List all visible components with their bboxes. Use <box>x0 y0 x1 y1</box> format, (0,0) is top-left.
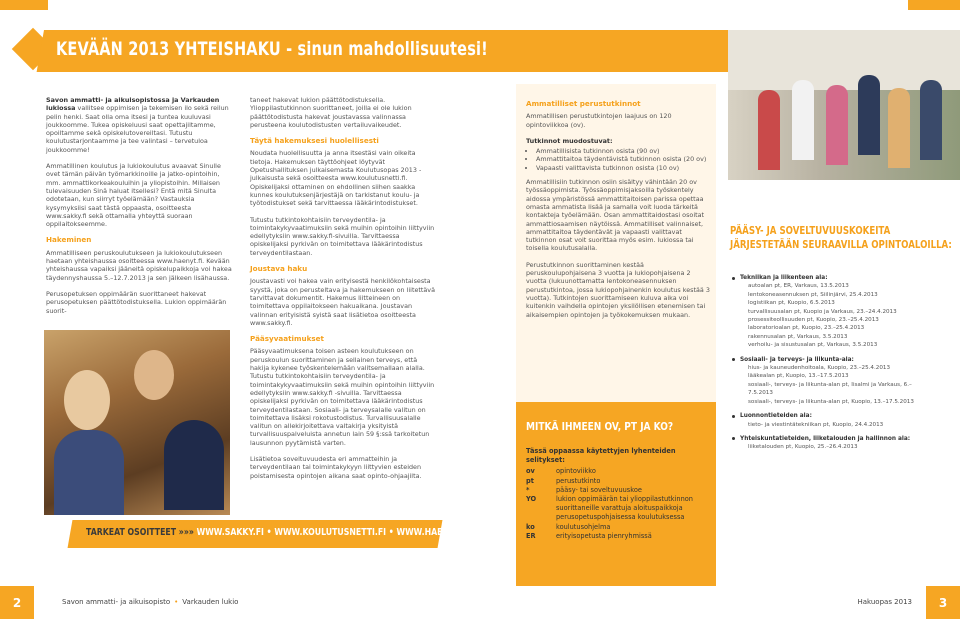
paragraph-tyossaoppiminen: Ammatillisiin tutkinnon osiin sisältyy vähintään 20 ov työssäoppimista. Työssäoppimisjaksoilla työskentely aidossa ympäristössä ammattitaitoisen parissa opettaa omasta ammatista lisää ja samalla voit luoda tärkeitä kontakteja työelämään. Osan ammattitaidostasi osoitat ammattiosaamisen näytöissä. Ammatilliset valinnaiset, ammattitaitoa täydentävät ja vapaasti valittavat tutkinnon osat voit suorittaa myös esim. lukiossa tai toisella koulutusalalla. <box>526 178 705 253</box>
field-heading: Sosiaali- ja terveys- ja liikunta-ala: <box>732 356 932 364</box>
muodostuvat-label: Tutkinnot muodostuvat: <box>526 136 613 145</box>
abbr-key: pt <box>526 476 534 485</box>
paragraph-kesto: Perustutkinnon suorittaminen kestää peruskoulupohjaisena 3 vuotta ja lukiopohjaisena 2 vuotta (lukuunottamatta lentokoneasennuksen perustutkintoa, jossa lukiopohjainenkin koulutus kestää 3 vuotta). Tutkintojen suorittamiseen kuluva aika voi kuitenkin vaihdella opintojen yksilöllisen etenemisen tai aikaisempien opintojen ja työkokemuksen mukaan. <box>526 260 710 319</box>
exam-item: rakennusalan pt, Varkaus, 3.5.2013 <box>748 333 848 340</box>
exam-item: sosiaali-, terveys- ja liikunta-alan pt, Iisalmi ja Varkaus, 6.–7.5.2013 <box>748 381 912 397</box>
abbr-value: opintoviikko <box>556 467 596 476</box>
abbreviation-row <box>526 495 710 523</box>
bullet-item: • Ammatillisista tutkinnon osista (90 ov) <box>536 147 710 155</box>
exam-item: lentokoneasennuksen pt, Siilinjärvi, 25.4.2013 <box>748 291 878 298</box>
entrance-exams-list <box>732 274 932 452</box>
abbr-value: lukion oppimäärän tai ylioppilastutkinnon suorittaneille varattuja aloituspaikkoja perusopetuspohjaisessa koulutuksessa <box>556 495 693 522</box>
paragraph-ylioppilas: taneet hakevat lukion päättötodistuksella. Ylioppilastutkinnon suorittaneet, joilla ei ole lukion päättötodistusta hakevat joustavassa valinnassa perusteena koulutodistusten vertailuvaikeudet. <box>250 96 412 129</box>
abbr-key: ER <box>526 531 536 540</box>
paragraph-laajuus: Ammatillisen perustutkintojen laajuus on 120 opintoviikkoa (ov). <box>526 112 672 129</box>
addresses-strip-text <box>86 527 470 538</box>
paragraph-lisatietoa: Lisätietoa soveltuvuudesta eri ammatteihin ja terveydentilaan tai toimintakykyyn liittyvien esteiden poistamisesta opintojen aikana saat opinto-ohjaajilta. <box>250 454 422 480</box>
heading-joustava: Joustava haku <box>250 264 308 274</box>
paragraph-joustava: Joustavasti voi hakea vain erityisestä henkilökohtaisesta syystä, joka on perusteltava ja hakemukseen on liitettävä tarvittavat dokumentit. Hakemus liitteineen on toimitettava oppilaitokseen hakuaikana. Joustavan valinnan erityisistä syistä saat lisätietoa osoitteesta www.sakky.fi. <box>250 277 436 327</box>
students-photo <box>44 330 230 515</box>
exam-item: liiketalouden pt, Kuopio, 25.–26.4.2013 <box>748 444 858 451</box>
group-photo <box>728 30 960 180</box>
paragraph-tutustu: Tutustu tutkintokohtaisiin terveydentila- ja toimintakykyvaatimuksiin sekä muihin opintoihin liittyviin edellytyksiin www.sakky.fi-sivuilla. Tarvittaessa opiskelijaksi pyrkivän on toimitettava lääkärintodistus terveydentilastaan. <box>250 215 435 257</box>
exam-item: hius- ja kauneudenhoitoala, Kuopio, 23.–25.4.2013 <box>748 365 891 372</box>
paragraph-perusopetus: Perusopetuksen oppimäärän suorittaneet hakevat perusopetuksen päättötodistuksella. Lukion oppimäärän suorit- <box>46 289 227 315</box>
exam-item: laboratorioalan pt, Kuopio, 23.–25.4.2013 <box>748 325 865 332</box>
abbr-value: pääsy- tai soveltuvuuskoe <box>556 485 642 494</box>
abbreviation-row <box>526 532 710 541</box>
bullet-item: • Vapaasti valittavista tutkinnon osista (10 ov) <box>536 164 710 172</box>
heading-ammatilliset: Ammatilliset perustutkinnot <box>526 99 641 108</box>
bullet-item: • Ammattitaitoa täydentävistä tutkinnon osista (20 ov) <box>536 155 710 163</box>
field-heading: Tekniikan ja liikenteen ala: <box>732 274 932 282</box>
footer-org-name: Savon ammatti- ja aikuisopisto <box>62 598 171 606</box>
paragraph-hakeminen: Ammatilliseen peruskoulutukseen ja lukiokoulutukseen haetaan yhteishaussa osoitteessa www.haenyt.fi. Kevään yhteishaussa vapaiksi jääneitä opiskelupaikkoja voi hakea täydennyshaussa 5.–12.7.2013 ja sen jälkeen lisähaussa. <box>46 248 232 282</box>
heading-tayta: Täytä hakemuksesi huolellisesti <box>250 136 379 146</box>
intro-paragraph <box>46 96 232 154</box>
tutkinnot-column <box>526 96 710 327</box>
intro-column <box>46 96 232 323</box>
entrance-exams-title <box>730 224 952 252</box>
abbr-key: * <box>526 485 530 494</box>
page-number-left: 2 <box>0 586 34 619</box>
exam-item: turvallisuusalan pt, Kuopio ja Varkaus, 23.–24.4.2013 <box>748 308 897 315</box>
footer-school-name: Varkauden lukio <box>182 598 239 606</box>
abbr-value: erityisopetusta pienryhmissä <box>556 531 652 540</box>
paragraph-tayta: Noudata huolellisuutta ja anna itsestäsi vain oikeita tietoja. Hakemuksen täyttöohjeet löytyvät Opetushallituksen julkaisemasta Koulutusopas 2013 -julkaisusta sekä osoitteesta www.koulutusnetti.fi. Opiskelijaksi ottaminen on ehdollinen siihen saakka kunnes koulutuksenjärjestäjä on tarkistanut koulu- ja työtodistukset sekä tarvittaessa lääkärintodistukset. <box>250 149 422 208</box>
page-number-right: 3 <box>926 586 960 619</box>
heading-paasy: Pääsyvaatimukset <box>250 334 324 344</box>
application-column <box>250 96 438 488</box>
paragraph-education: Ammatillinen koulutus ja lukiokoulutus avaavat Sinulle ovet tämän päivän työmarkkinoille ja jatko-opintoihin, mm. ammattikorkeakouluihin ja yliopistoihin. Millaisen tulevaisuuden Sinä haluat itsellesi? Entä mitä Sinulta odotetaan, kun siirryt työelämään? Vastauksia kysymyksiisi saat tästä oppaasta, osoitteesta www.sakky.fi sekä ottamalla yhteyttä suoraan oppilaitokseemme. <box>46 162 221 229</box>
top-right-accent <box>908 0 960 10</box>
abbr-value: perustutkinto <box>556 476 601 485</box>
tutkinto-bullets <box>526 147 710 172</box>
exam-item: logistiikan pt, Kuopio, 6.5.2013 <box>748 300 835 307</box>
exam-item: tieto- ja viestintätekniikan pt, Kuopio, 24.4.2013 <box>748 421 884 428</box>
exam-item: autoalan pt, ER, Varkaus, 13.5.2013 <box>748 283 849 290</box>
separator: • <box>174 598 179 606</box>
abbreviations-heading: Tässä oppaassa käytettyjen lyhenteiden selitykset: <box>526 447 676 465</box>
page-title: KEVÄÄN 2013 YHTEISHAKU - sinun mahdollisuutesi! <box>56 38 488 60</box>
arrows-glyph: »»» <box>178 527 194 538</box>
abbreviations-title: MITKÄ IHMEEN OV, PT JA KO? <box>526 420 674 433</box>
entrance-exams-title-line: JÄRJESTETÄÄN SEURAAVILLA OPINTOALOILLA: <box>730 239 952 251</box>
footer-guide: Hakuopas 2013 <box>857 598 912 606</box>
heading-hakeminen: Hakeminen <box>46 235 92 245</box>
paragraph-paasy: Pääsyvaatimuksena toisen asteen koulutukseen on peruskoulun suorittaminen ja sellainen terveys, että hakija kykenee työskentelemään valitsemallaan alalla. Tutustu tutkintokohtaisiin terveydentila- ja toimintakykyvaatimuksiin sekä muihin opintoihin liittyviin edellytyksiin www.sakky.fi -sivuilla. Tarvittaessa opiskelijaksi pyrkivän on toimitettava lääkärintodistus terveydentilastaan. Sosiaali- ja terveysalalle valitun on toimitettava lisäksi rokotustodistus. Turvallisuusalalle valitun on allekirjoitettava valtakirja yksityistä turvallisuuspalveluista annetun lain 59 §:ssä tarkoitetun lausunnon pyytämistä varten. <box>250 347 435 447</box>
exam-item: lääkealan pt, Kuopio, 13.–17.5.2013 <box>748 373 849 380</box>
field-heading: Yhteiskuntatieteiden, liiketalouden ja hallinnon ala: <box>732 435 932 443</box>
addresses-links[interactable]: WWW.SAKKY.FI • WWW.KOULUTUSNETTI.FI • WWW.HAENYT.FI <box>196 527 470 538</box>
abbr-key: ov <box>526 467 535 476</box>
addresses-label: TÄRKEÄT OSOITTEET <box>86 527 177 538</box>
abbreviations-list <box>526 447 710 541</box>
abbr-value: koulutusohjelma <box>556 522 611 531</box>
abbreviation-row <box>526 523 710 532</box>
exam-item: sosiaali-, terveys- ja liikunta-alan pt, Kuopio, 13.–17.5.2013 <box>748 398 914 405</box>
exam-item: verhoilu- ja sisustusalan pt, Varkaus, 3.5.2013 <box>748 342 878 349</box>
entrance-exams-title-line: PÄÄSY- JA SOVELTUVUUSKOKEITA <box>730 225 891 237</box>
field-heading: Luonnontieteiden ala: <box>732 412 932 420</box>
abbr-key: ko <box>526 522 535 531</box>
intro-lead: Savon ammatti- ja aikuisopistossa ja Varkauden lukiossa <box>46 96 220 113</box>
top-left-accent <box>0 0 48 10</box>
abbreviation-row <box>526 467 710 476</box>
abbreviation-row <box>526 477 710 486</box>
exam-item: prosessiteollisuuden pt, Kuopio, 23.–25.4.2013 <box>748 317 879 324</box>
abbreviation-row <box>526 486 710 495</box>
footer-org <box>62 598 238 606</box>
abbr-key: YO <box>526 495 537 504</box>
intro-text: vallitsee oppimisen ja tekemisen ilo sekä reilun pelin henki. Saat olla oma itsesi ja tuntea kuuluvasi joukkoomme. Tukea opiskeluusi saat opettajiltamme, opoiltamme sekä opiskelutovereiltasi. Tutustu koulutustarjontaamme ja tee valintasi – tervetuloa joukkoomme! <box>46 104 229 154</box>
